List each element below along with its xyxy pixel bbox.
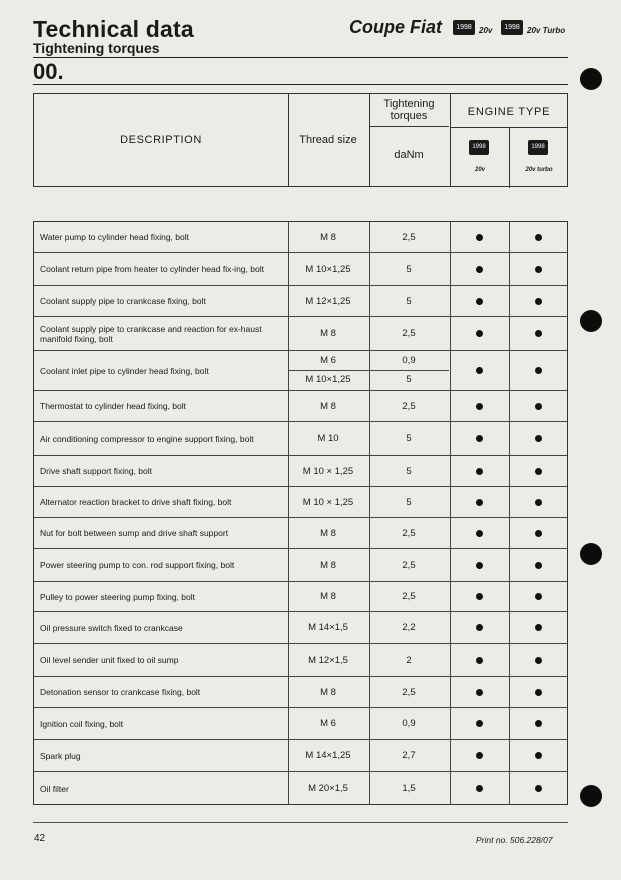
divider	[369, 487, 370, 517]
row-thread-size: M 8	[320, 231, 336, 243]
engine-20v-cell	[450, 582, 509, 611]
row-thread-size: M 10 × 1,25	[302, 465, 354, 477]
applicable-dot-icon	[535, 330, 542, 337]
row-thread-size: M 12×1,25	[305, 295, 351, 307]
divider	[509, 456, 510, 486]
divider	[369, 126, 449, 127]
row-thread-size: M 14×1,25	[305, 750, 351, 761]
column-header-engine-type: ENGINE TYPE	[467, 106, 551, 118]
engine-20v-turbo-cell	[510, 487, 567, 517]
divider	[369, 253, 370, 285]
divider	[509, 286, 510, 316]
table-row	[34, 286, 567, 317]
engine-20v-cell	[450, 391, 509, 421]
divider	[450, 740, 451, 771]
engine-label: 20v	[479, 26, 493, 35]
applicable-dot-icon	[476, 593, 483, 600]
divider	[369, 317, 370, 350]
divider	[509, 127, 510, 188]
table-row	[34, 391, 567, 422]
row-description: Oil level sender unit fixed to oil sump	[40, 655, 179, 665]
divider	[450, 549, 451, 581]
divider	[288, 518, 289, 548]
row-thread-size: M 10	[317, 433, 339, 444]
engine-20v-cell	[450, 253, 509, 285]
engine-badge-icon: 1998	[501, 20, 523, 35]
applicable-dot-icon	[476, 499, 483, 506]
row-description: Drive shaft support fixing, bolt	[40, 466, 152, 476]
applicable-dot-icon	[476, 624, 483, 631]
divider	[450, 317, 451, 350]
row-torque: 2,5	[402, 328, 416, 339]
applicable-dot-icon	[476, 234, 483, 241]
divider	[509, 487, 510, 517]
row-torque: 2,5	[402, 686, 416, 698]
row-torque: 2	[406, 654, 412, 666]
engine-20v-cell	[450, 487, 509, 517]
divider	[450, 487, 451, 517]
divider	[369, 351, 370, 390]
engine-20v-turbo-cell	[510, 317, 567, 350]
divider	[450, 708, 451, 739]
divider	[369, 772, 370, 805]
divider	[509, 612, 510, 643]
divider	[369, 518, 370, 548]
row-description: Spark plug	[40, 750, 81, 761]
row-torque: 5	[406, 373, 412, 385]
divider	[369, 612, 370, 643]
applicable-dot-icon	[476, 266, 483, 273]
table-row	[34, 677, 567, 708]
page-title: Technical data	[33, 16, 194, 42]
applicable-dot-icon	[535, 499, 542, 506]
row-torque: 5	[406, 433, 412, 444]
row-description: Oil filter	[40, 783, 69, 794]
divider	[450, 582, 451, 611]
divider	[288, 351, 289, 390]
divider	[288, 582, 289, 611]
page-number: 42	[34, 833, 46, 844]
engine-20v-turbo-cell	[510, 549, 567, 581]
row-description: Pulley to power steering pump fixing, bolt	[40, 591, 195, 602]
row-torque: 2,5	[402, 559, 416, 571]
applicable-dot-icon	[535, 298, 542, 305]
table-row	[34, 222, 567, 253]
divider	[509, 677, 510, 707]
divider	[288, 222, 289, 252]
divider	[369, 456, 370, 486]
engine-20v-turbo-cell	[510, 740, 567, 771]
divider	[450, 422, 451, 455]
column-header-unit: daNm	[394, 149, 424, 161]
applicable-dot-icon	[535, 266, 542, 273]
table-row	[34, 582, 567, 612]
table-row	[34, 740, 567, 772]
row-description: Ignition coil fixing, bolt	[40, 718, 124, 729]
print-number: Print no. 506.228/07	[476, 835, 553, 845]
engine-20v-turbo-cell	[510, 222, 567, 252]
applicable-dot-icon	[535, 593, 542, 600]
table-row	[34, 351, 567, 391]
divider	[288, 456, 289, 486]
row-thread-size: M 6	[320, 718, 336, 729]
table-row	[34, 487, 567, 518]
engine-20v-cell	[450, 708, 509, 739]
engine-20v-turbo-cell	[510, 518, 567, 548]
applicable-dot-icon	[476, 657, 483, 664]
divider	[450, 222, 451, 252]
engine-20v-cell	[450, 351, 509, 390]
divider	[288, 422, 289, 455]
table-row	[34, 612, 567, 644]
engine-20v-turbo-cell	[510, 422, 567, 455]
engine-20v-turbo-cell	[510, 677, 567, 707]
applicable-dot-icon	[476, 752, 483, 759]
row-thread-size: M 8	[320, 559, 336, 571]
row-torque: 2,5	[402, 527, 416, 539]
divider	[369, 740, 370, 771]
binder-hole-icon	[580, 68, 602, 90]
engine-20v-cell	[450, 612, 509, 643]
engine-20v-cell	[450, 422, 509, 455]
divider	[450, 253, 451, 285]
column-header-description: DESCRIPTION	[120, 134, 202, 146]
engine-label: 20v Turbo	[527, 26, 566, 35]
divider	[288, 549, 289, 581]
row-description: Water pump to cylinder head fixing, bolt	[40, 232, 189, 242]
divider	[288, 487, 289, 517]
divider	[450, 286, 451, 316]
engine-20v-cell	[450, 740, 509, 771]
applicable-dot-icon	[476, 367, 483, 374]
table-row	[34, 317, 567, 351]
row-thread-size: M 8	[320, 400, 336, 412]
divider	[288, 317, 289, 350]
divider	[288, 391, 289, 421]
applicable-dot-icon	[535, 562, 542, 569]
divider	[288, 253, 289, 285]
divider	[509, 708, 510, 739]
divider	[509, 253, 510, 285]
engine-20v-cell	[450, 772, 509, 805]
divider	[288, 677, 289, 707]
applicable-dot-icon	[535, 530, 542, 537]
torque-table	[33, 221, 568, 805]
row-thread-size: M 6	[320, 354, 336, 366]
divider	[509, 518, 510, 548]
applicable-dot-icon	[535, 785, 542, 792]
column-header-torques: Tightening torques	[383, 98, 435, 122]
divider	[369, 391, 370, 421]
divider	[369, 644, 370, 676]
row-thread-size: M 8	[320, 686, 336, 698]
engine-20v-turbo-cell	[510, 253, 567, 285]
row-torque: 5	[406, 295, 412, 307]
engine-20v-turbo-cell	[510, 391, 567, 421]
divider	[369, 582, 370, 611]
applicable-dot-icon	[476, 689, 483, 696]
row-torque: 0,9	[402, 354, 416, 366]
divider	[450, 391, 451, 421]
row-torque: 0,9	[402, 718, 416, 729]
divider	[450, 518, 451, 548]
applicable-dot-icon	[535, 752, 542, 759]
divider	[369, 422, 370, 455]
applicable-dot-icon	[476, 785, 483, 792]
row-thread-size: M 12×1,5	[308, 654, 348, 666]
divider	[509, 644, 510, 676]
column-header-thread-size: Thread size	[299, 134, 357, 146]
applicable-dot-icon	[535, 234, 542, 241]
applicable-dot-icon	[535, 403, 542, 410]
engine-badge-icon: 1998	[453, 20, 475, 35]
divider	[509, 549, 510, 581]
row-description: Coolant supply pipe to crankcase fixing, bolt	[40, 296, 206, 306]
divider	[450, 456, 451, 486]
row-description: Thermostat to cylinder head fixing, bolt	[40, 401, 186, 411]
applicable-dot-icon	[476, 562, 483, 569]
divider	[369, 677, 370, 707]
row-thread-size: M 10×1,25	[305, 263, 351, 275]
row-description: Coolant return pipe from heater to cylinder head fix-ing, bolt	[40, 264, 264, 274]
engine-20v-turbo-cell	[510, 286, 567, 316]
engine-20v-cell	[450, 549, 509, 581]
applicable-dot-icon	[535, 468, 542, 475]
engine-20v-turbo-cell	[510, 351, 567, 390]
engine-20v-cell	[450, 222, 509, 252]
applicable-dot-icon	[476, 720, 483, 727]
divider	[450, 612, 451, 643]
engine-20v-cell	[450, 518, 509, 548]
table-header	[33, 93, 568, 187]
divider	[288, 644, 289, 676]
table-row	[34, 422, 567, 456]
table-row	[34, 549, 567, 582]
binder-hole-icon	[580, 785, 602, 807]
applicable-dot-icon	[476, 298, 483, 305]
section-rule	[33, 84, 568, 85]
page-subtitle: Tightening torques	[33, 40, 160, 56]
engine-20v-turbo-cell	[510, 612, 567, 643]
row-thread-size: M 8	[320, 591, 336, 602]
row-description: Air conditioning compressor to engine support fixing, bolt	[40, 433, 254, 444]
row-thread-size: M 20×1,5	[308, 783, 348, 794]
divider	[450, 677, 451, 707]
divider	[369, 549, 370, 581]
divider	[509, 222, 510, 252]
table-row	[34, 518, 567, 549]
divider	[509, 772, 510, 805]
applicable-dot-icon	[535, 657, 542, 664]
table-row	[34, 644, 567, 677]
divider	[450, 772, 451, 805]
table-row	[34, 772, 567, 805]
divider	[450, 351, 451, 390]
engine-20v-cell	[450, 677, 509, 707]
divider	[509, 582, 510, 611]
engine-20v-turbo-cell	[510, 456, 567, 486]
applicable-dot-icon	[476, 468, 483, 475]
row-description: Nut for bolt between sump and drive shaft support	[40, 528, 229, 538]
row-description: Oil pressure switch fixed to crankcase	[40, 622, 183, 633]
binder-hole-icon	[580, 310, 602, 332]
row-torque: 5	[406, 496, 412, 508]
row-description: Power steering pump to con. rod support fixing, bolt	[40, 560, 235, 570]
header-rule	[33, 57, 568, 58]
row-thread-size: M 8	[320, 328, 336, 339]
engine-20v-turbo-cell	[510, 708, 567, 739]
row-torque: 2,5	[402, 400, 416, 412]
engine-20v-turbo-cell	[510, 582, 567, 611]
row-thread-size: M 8	[320, 527, 336, 539]
row-description: Coolant supply pipe to crankcase and reaction for ex-haust manifold fixing, bolt	[40, 323, 262, 344]
table-row	[34, 456, 567, 487]
divider	[288, 740, 289, 771]
engine-20v-cell	[450, 456, 509, 486]
applicable-dot-icon	[535, 367, 542, 374]
row-torque: 2,7	[402, 750, 416, 761]
applicable-dot-icon	[476, 435, 483, 442]
row-thread-size: M 14×1,5	[308, 622, 348, 633]
applicable-dot-icon	[535, 435, 542, 442]
engine-20v-cell	[450, 644, 509, 676]
divider	[509, 740, 510, 771]
row-description: Detonation sensor to crankcase fixing, bolt	[40, 687, 201, 697]
row-torque: 1,5	[402, 783, 416, 794]
engine-col-label: 20v turbo	[525, 167, 553, 173]
engine-20v-turbo-cell	[510, 772, 567, 805]
applicable-dot-icon	[535, 624, 542, 631]
engine-icon: 1998	[528, 140, 548, 155]
row-torque: 5	[406, 263, 412, 275]
binder-hole-icon	[580, 543, 602, 565]
divider	[369, 708, 370, 739]
row-description: Coolant inlet pipe to cylinder head fixing, bolt	[40, 365, 209, 376]
divider	[288, 286, 289, 316]
engine-col-label: 20v	[474, 167, 485, 173]
engine-20v-cell	[450, 317, 509, 350]
row-torque: 2,5	[402, 231, 416, 243]
table-row	[34, 708, 567, 740]
engine-20v-turbo-cell	[510, 644, 567, 676]
divider	[450, 644, 451, 676]
footer-rule	[33, 822, 568, 823]
divider	[509, 422, 510, 455]
applicable-dot-icon	[535, 720, 542, 727]
divider	[509, 317, 510, 350]
row-torque: 5	[406, 465, 412, 477]
table-row	[34, 253, 567, 286]
row-torque: 2,2	[402, 622, 416, 633]
divider	[509, 351, 510, 390]
divider	[288, 708, 289, 739]
section-number: 00.	[33, 59, 64, 84]
row-thread-size: M 10×1,25	[305, 373, 351, 385]
applicable-dot-icon	[535, 689, 542, 696]
engine-icon: 1998	[469, 140, 489, 155]
brand-name: Coupe Fiat	[349, 17, 442, 37]
applicable-dot-icon	[476, 403, 483, 410]
divider	[509, 391, 510, 421]
row-thread-size: M 10 × 1,25	[302, 496, 354, 508]
engine-20v-cell	[450, 286, 509, 316]
divider	[369, 222, 370, 252]
divider	[369, 286, 370, 316]
row-description: Alternator reaction bracket to drive shaft fixing, bolt	[40, 497, 232, 507]
divider	[288, 772, 289, 805]
divider	[288, 612, 289, 643]
applicable-dot-icon	[476, 530, 483, 537]
applicable-dot-icon	[476, 330, 483, 337]
row-torque: 2,5	[402, 591, 416, 602]
